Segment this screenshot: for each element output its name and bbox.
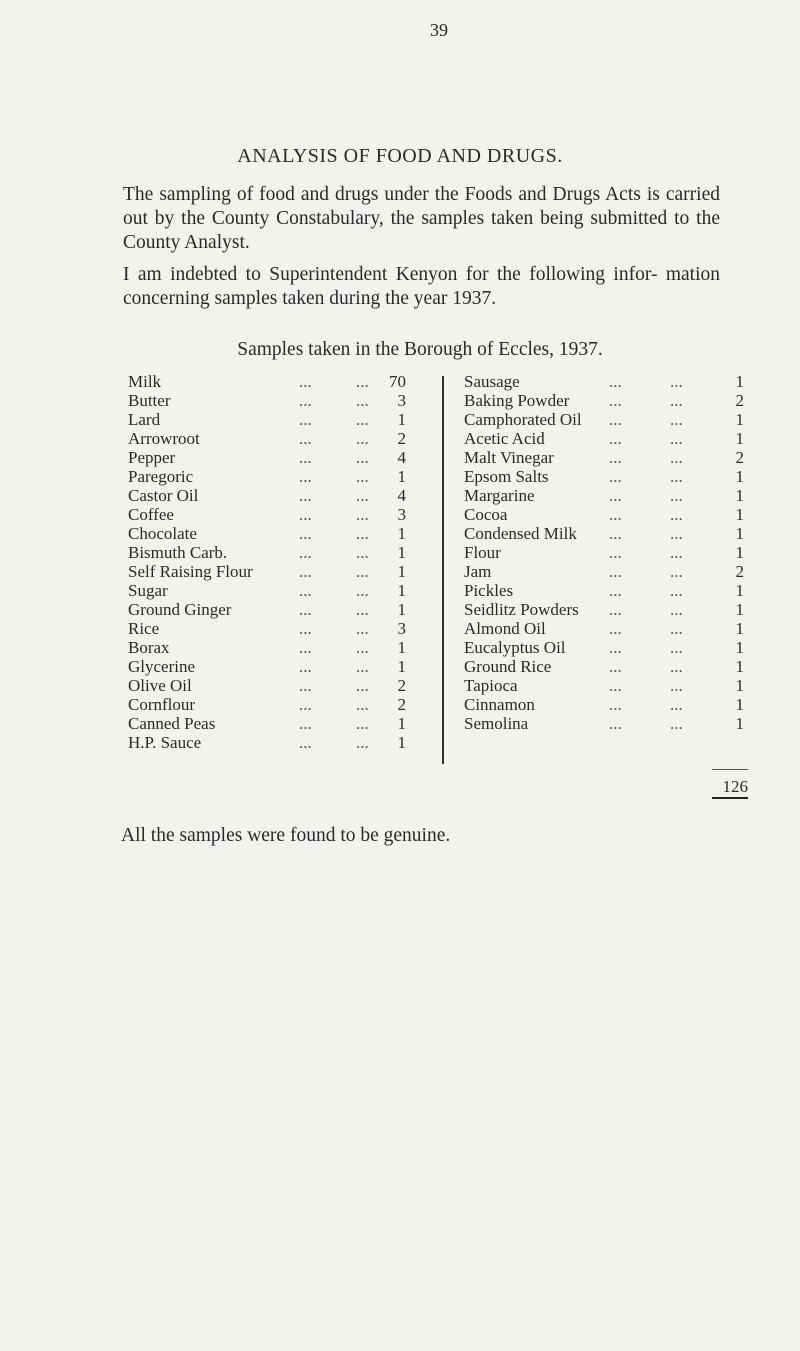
leader-dots: ... — [356, 486, 369, 505]
leader-dots: ... — [670, 448, 683, 467]
sample-row — [128, 505, 424, 524]
sample-name: Semolina — [464, 714, 529, 733]
sample-count: 1 — [735, 581, 744, 600]
sample-row — [464, 524, 746, 543]
leader-dots: ... — [299, 505, 312, 524]
leader-dots: ... — [609, 695, 622, 714]
sample-row — [464, 467, 746, 486]
sample-count: 2 — [735, 448, 744, 467]
leader-dots: ... — [609, 391, 622, 410]
sample-count: 1 — [397, 543, 406, 562]
sample-row — [128, 410, 424, 429]
leader-dots: ... — [299, 581, 312, 600]
sample-row — [464, 657, 746, 676]
sample-name: Camphorated Oil — [464, 410, 582, 429]
leader-dots: ... — [609, 600, 622, 619]
total-underline — [712, 797, 748, 799]
leader-dots: ... — [609, 505, 622, 524]
sample-name: Pickles — [464, 581, 514, 600]
sample-row — [128, 448, 424, 467]
leader-dots: ... — [670, 467, 683, 486]
leader-dots: ... — [670, 429, 683, 448]
sample-name: Butter — [128, 391, 171, 410]
leader-dots: ... — [670, 524, 683, 543]
leader-dots: ... — [670, 676, 683, 695]
leader-dots: ... — [670, 638, 683, 657]
leader-dots: ... — [356, 467, 369, 486]
leader-dots: ... — [356, 638, 369, 657]
leader-dots: ... — [299, 429, 312, 448]
leader-dots: ... — [609, 448, 622, 467]
leader-dots: ... — [609, 562, 622, 581]
sample-count: 1 — [735, 600, 744, 619]
leader-dots: ... — [356, 657, 369, 676]
sample-count: 1 — [735, 714, 744, 733]
leader-dots: ... — [670, 657, 683, 676]
sample-name: Margarine — [464, 486, 535, 505]
sample-name: Castor Oil — [128, 486, 199, 505]
sample-count: 1 — [735, 372, 744, 391]
sample-count: 1 — [397, 562, 406, 581]
leader-dots: ... — [299, 486, 312, 505]
sample-row — [128, 600, 424, 619]
column-divider — [442, 376, 444, 764]
leader-dots: ... — [609, 524, 622, 543]
sample-name: Condensed Milk — [464, 524, 577, 543]
leader-dots: ... — [670, 391, 683, 410]
samples-subheading: Samples taken in the Borough of Eccles, 1937. — [237, 339, 603, 360]
sample-row — [128, 695, 424, 714]
sample-row — [128, 657, 424, 676]
sample-row — [464, 486, 746, 505]
sample-name: Olive Oil — [128, 676, 192, 695]
sample-count: 1 — [735, 676, 744, 695]
sample-row — [464, 676, 746, 695]
sample-count: 70 — [389, 372, 406, 391]
sample-count: 1 — [397, 600, 406, 619]
leader-dots: ... — [299, 543, 312, 562]
leader-dots: ... — [356, 619, 369, 638]
sample-name: Malt Vinegar — [464, 448, 554, 467]
sample-row — [464, 391, 746, 410]
sample-count: 2 — [735, 562, 744, 581]
leader-dots: ... — [670, 505, 683, 524]
sample-name: Self Raising Flour — [128, 562, 253, 581]
sample-row — [128, 429, 424, 448]
leader-dots: ... — [356, 391, 369, 410]
leader-dots: ... — [609, 372, 622, 391]
leader-dots: ... — [670, 562, 683, 581]
sample-count: 1 — [397, 524, 406, 543]
sample-name: Cinnamon — [464, 695, 535, 714]
sample-count: 4 — [397, 448, 406, 467]
sample-name: Flour — [464, 543, 501, 562]
sample-name: Eucalyptus Oil — [464, 638, 566, 657]
leader-dots: ... — [299, 410, 312, 429]
sample-count: 2 — [397, 429, 406, 448]
leader-dots: ... — [299, 372, 312, 391]
sample-row — [128, 733, 424, 752]
sample-name: Pepper — [128, 448, 176, 467]
sample-row — [128, 391, 424, 410]
leader-dots: ... — [299, 676, 312, 695]
sample-row — [128, 467, 424, 486]
leader-dots: ... — [356, 429, 369, 448]
sample-name: Jam — [464, 562, 492, 581]
sample-row — [128, 524, 424, 543]
sample-row — [464, 372, 746, 391]
leader-dots: ... — [670, 543, 683, 562]
sample-count: 2 — [397, 676, 406, 695]
sample-name: Borax — [128, 638, 170, 657]
leader-dots: ... — [299, 448, 312, 467]
sample-row — [464, 410, 746, 429]
leader-dots: ... — [356, 372, 369, 391]
leader-dots: ... — [299, 714, 312, 733]
leader-dots: ... — [356, 524, 369, 543]
sample-row — [464, 562, 746, 581]
sample-row — [464, 714, 746, 733]
leader-dots: ... — [670, 581, 683, 600]
leader-dots: ... — [609, 619, 622, 638]
leader-dots: ... — [299, 467, 312, 486]
sample-name: Acetic Acid — [464, 429, 545, 448]
sample-count: 3 — [397, 619, 406, 638]
leader-dots: ... — [299, 733, 312, 752]
leader-dots: ... — [609, 657, 622, 676]
sample-count: 1 — [397, 581, 406, 600]
samples-list-left — [128, 372, 424, 752]
sample-name: Cocoa — [464, 505, 508, 524]
samples-total: 126 — [722, 777, 748, 796]
sample-count: 1 — [397, 733, 406, 752]
leader-dots: ... — [609, 429, 622, 448]
sample-name: Tapioca — [464, 676, 518, 695]
sample-row — [464, 600, 746, 619]
leader-dots: ... — [299, 524, 312, 543]
sample-count: 3 — [397, 505, 406, 524]
sample-count: 4 — [397, 486, 406, 505]
leader-dots: ... — [356, 505, 369, 524]
leader-dots: ... — [356, 543, 369, 562]
sample-row — [464, 429, 746, 448]
sample-name: Epsom Salts — [464, 467, 549, 486]
sample-row — [128, 638, 424, 657]
sample-count: 1 — [397, 714, 406, 733]
sample-row — [464, 448, 746, 467]
conclusion-text: All the samples were found to be genuine. — [121, 825, 451, 846]
sample-name: Sugar — [128, 581, 168, 600]
sample-name: Canned Peas — [128, 714, 216, 733]
leader-dots: ... — [609, 543, 622, 562]
samples-list-right — [464, 372, 746, 733]
sample-name: Seidlitz Powders — [464, 600, 579, 619]
sample-name: Lard — [128, 410, 161, 429]
leader-dots: ... — [299, 657, 312, 676]
sample-count: 1 — [735, 543, 744, 562]
leader-dots: ... — [299, 695, 312, 714]
leader-dots: ... — [609, 676, 622, 695]
leader-dots: ... — [609, 714, 622, 733]
leader-dots: ... — [670, 600, 683, 619]
leader-dots: ... — [356, 448, 369, 467]
sample-row — [464, 638, 746, 657]
leader-dots: ... — [609, 486, 622, 505]
sample-count: 1 — [735, 505, 744, 524]
sample-row — [128, 372, 424, 391]
sample-count: 3 — [397, 391, 406, 410]
sample-name: Ground Ginger — [128, 600, 232, 619]
sample-row — [464, 695, 746, 714]
sample-row — [128, 676, 424, 695]
sample-name: Rice — [128, 619, 160, 638]
leader-dots: ... — [609, 410, 622, 429]
acknowledgement-paragraph: I am indebted to Superintendent Kenyon for the following infor- mation concerning samples taken during the year 1937. — [123, 264, 720, 309]
sample-row — [464, 505, 746, 524]
leader-dots: ... — [299, 600, 312, 619]
sample-count: 1 — [735, 486, 744, 505]
leader-dots: ... — [356, 714, 369, 733]
sample-name: Milk — [128, 372, 162, 391]
leader-dots: ... — [670, 372, 683, 391]
sample-row — [128, 486, 424, 505]
intro-paragraph: The sampling of food and drugs under the Foods and Drugs Acts is carried out by the County Constabulary, the samples taken being submitted to the County Analyst. — [123, 184, 720, 253]
sample-row — [128, 619, 424, 638]
sample-count: 1 — [735, 410, 744, 429]
sample-count: 1 — [735, 657, 744, 676]
sample-name: Cornflour — [128, 695, 196, 714]
leader-dots: ... — [356, 562, 369, 581]
sample-count: 1 — [735, 695, 744, 714]
page-heading: ANALYSIS OF FOOD AND DRUGS. — [237, 145, 563, 167]
sample-row — [128, 543, 424, 562]
sample-count: 1 — [735, 638, 744, 657]
sample-count: 1 — [397, 638, 406, 657]
sample-count: 2 — [397, 695, 406, 714]
sample-name: Glycerine — [128, 657, 196, 676]
total-rule — [712, 769, 748, 770]
sample-name: Arrowroot — [128, 429, 200, 448]
sample-row — [128, 581, 424, 600]
sample-count: 1 — [397, 467, 406, 486]
leader-dots: ... — [670, 695, 683, 714]
sample-row — [464, 581, 746, 600]
sample-count: 1 — [735, 619, 744, 638]
leader-dots: ... — [356, 676, 369, 695]
sample-count: 1 — [397, 657, 406, 676]
sample-row — [464, 543, 746, 562]
leader-dots: ... — [299, 619, 312, 638]
leader-dots: ... — [356, 600, 369, 619]
sample-name: Coffee — [128, 505, 174, 524]
sample-count: 2 — [735, 391, 744, 410]
leader-dots: ... — [609, 638, 622, 657]
leader-dots: ... — [609, 581, 622, 600]
leader-dots: ... — [299, 638, 312, 657]
sample-name: Bismuth Carb. — [128, 543, 228, 562]
sample-name: Chocolate — [128, 524, 197, 543]
sample-name: Almond Oil — [464, 619, 546, 638]
sample-name: Ground Rice — [464, 657, 552, 676]
sample-row — [128, 562, 424, 581]
leader-dots: ... — [356, 695, 369, 714]
sample-row — [128, 714, 424, 733]
sample-row — [464, 619, 746, 638]
sample-count: 1 — [735, 429, 744, 448]
leader-dots: ... — [299, 562, 312, 581]
sample-name: Baking Powder — [464, 391, 570, 410]
sample-name: Paregoric — [128, 467, 194, 486]
leader-dots: ... — [670, 410, 683, 429]
sample-count: 1 — [397, 410, 406, 429]
leader-dots: ... — [670, 486, 683, 505]
page-number: 39 — [430, 20, 448, 40]
leader-dots: ... — [609, 467, 622, 486]
leader-dots: ... — [670, 714, 683, 733]
leader-dots: ... — [670, 619, 683, 638]
leader-dots: ... — [299, 391, 312, 410]
leader-dots: ... — [356, 581, 369, 600]
sample-name: H.P. Sauce — [128, 733, 202, 752]
leader-dots: ... — [356, 733, 369, 752]
leader-dots: ... — [356, 410, 369, 429]
sample-count: 1 — [735, 467, 744, 486]
sample-name: Sausage — [464, 372, 520, 391]
sample-count: 1 — [735, 524, 744, 543]
